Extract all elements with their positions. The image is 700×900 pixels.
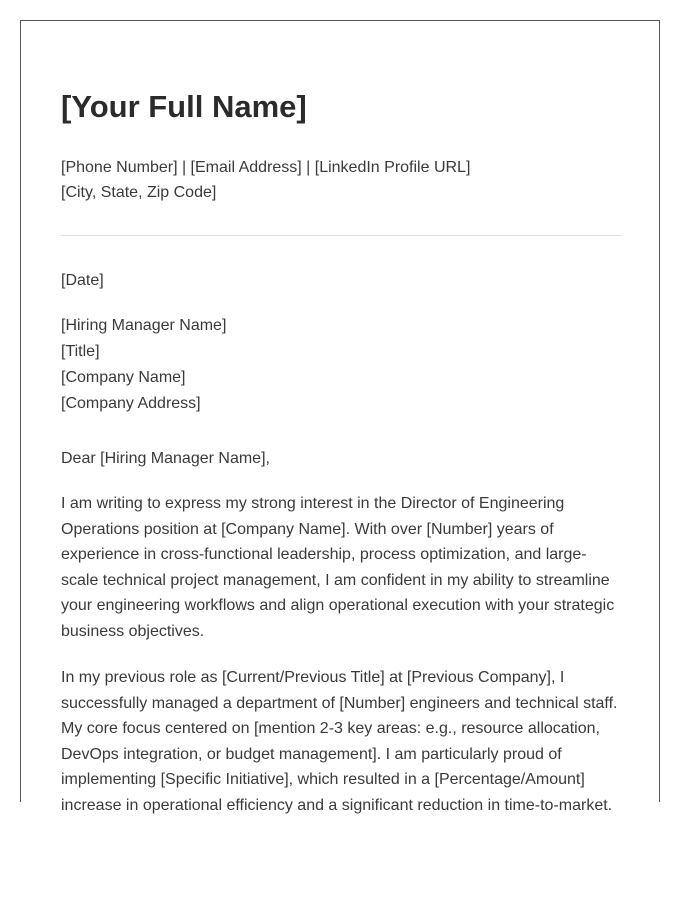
header-divider bbox=[61, 235, 621, 236]
applicant-name: [Your Full Name] bbox=[61, 89, 307, 124]
letter-date: [Date] bbox=[61, 272, 104, 289]
body-paragraph-1: I am writing to express my strong interest in the Director of Engineering Operations position at [Company Name]. With over [Number] years of experience in cross-functional leadership, process optimization, and large-scale technical project management, I am confident in my ability to streamline your engineering workflows and align operational execution with your strategic business objectives. bbox=[61, 495, 615, 640]
recipient-block bbox=[61, 313, 226, 417]
location-line: [City, State, Zip Code] bbox=[61, 184, 217, 201]
recipient-address: [Company Address] bbox=[61, 395, 201, 412]
contact-line: [Phone Number] | [Email Address] | [LinkedIn Profile URL] bbox=[61, 159, 471, 176]
body-paragraph-2: In my previous role as [Current/Previous Title] at [Previous Company], I successfully managed a department of [Number] engineers and technical staff. My core focus centered on [mention 2-3 key areas: e.g., resource allocation, DevOps integration, or budget management]. I am particularly proud of implementing [Specific Initiative], which resulted in a [Percentage/Amount] increase in operational efficiency and a significant reduction in time-to-market. bbox=[61, 669, 618, 814]
salutation: Dear [Hiring Manager Name], bbox=[61, 450, 270, 467]
recipient-title: [Title] bbox=[61, 343, 100, 360]
recipient-company: [Company Name] bbox=[61, 369, 186, 386]
letter-page bbox=[20, 20, 660, 814]
contact-block bbox=[61, 155, 470, 205]
recipient-manager: [Hiring Manager Name] bbox=[61, 317, 227, 334]
